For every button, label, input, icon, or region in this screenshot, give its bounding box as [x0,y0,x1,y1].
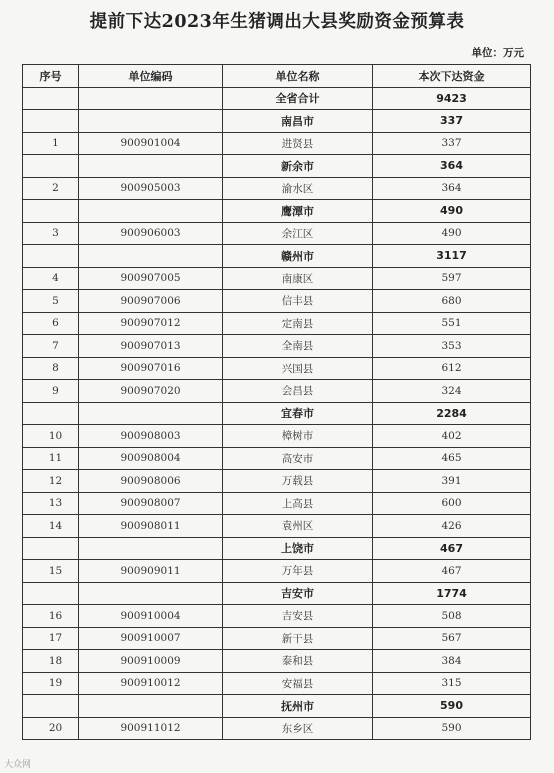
cell-amount: 315 [373,672,531,695]
cell-name: 全省合计 [223,87,373,110]
table-row [23,222,531,245]
cell-seq [23,695,79,718]
table-row [23,492,531,515]
column-header-amount: 本次下达资金 [373,65,531,88]
cell-amount: 590 [373,717,531,740]
table-row [23,447,531,470]
table-row [23,312,531,335]
cell-code: 900908004 [79,447,223,470]
cell-amount: 364 [373,155,531,178]
cell-name: 会昌县 [223,380,373,403]
cell-name: 宜春市 [223,402,373,425]
cell-code [79,537,223,560]
cell-amount: 467 [373,560,531,583]
table-row [23,290,531,313]
cell-name: 吉安县 [223,605,373,628]
table-header-row [23,65,531,88]
cell-seq: 12 [23,470,79,493]
subtotal-row [23,200,531,223]
cell-code [79,200,223,223]
column-header-code: 单位编码 [79,65,223,88]
cell-amount: 597 [373,267,531,290]
unit-label: 单位：万元 [471,47,524,59]
table-row [23,717,531,740]
cell-amount: 508 [373,605,531,628]
column-header-seq: 序号 [23,65,79,88]
cell-amount: 426 [373,515,531,538]
cell-name: 万年县 [223,560,373,583]
cell-name: 全南县 [223,335,373,358]
subtotal-row [23,537,531,560]
cell-amount: 353 [373,335,531,358]
cell-name: 万载县 [223,470,373,493]
cell-seq: 9 [23,380,79,403]
cell-code: 900909011 [79,560,223,583]
cell-seq: 6 [23,312,79,335]
cell-code: 900907012 [79,312,223,335]
cell-name: 余江区 [223,222,373,245]
cell-code: 900911012 [79,717,223,740]
cell-code [79,402,223,425]
cell-code: 900908007 [79,492,223,515]
cell-code: 900910004 [79,605,223,628]
subtotal-row [23,582,531,605]
cell-seq [23,155,79,178]
subtotal-row [23,155,531,178]
cell-seq: 19 [23,672,79,695]
subtotal-row [23,402,531,425]
cell-seq: 11 [23,447,79,470]
cell-code [79,110,223,133]
cell-seq [23,582,79,605]
table-row [23,672,531,695]
cell-amount: 612 [373,357,531,380]
table-row [23,267,531,290]
watermark-text: 大众网 [4,760,32,770]
cell-amount: 337 [373,110,531,133]
cell-amount: 402 [373,425,531,448]
cell-amount: 2284 [373,402,531,425]
table-row [23,425,531,448]
cell-amount: 600 [373,492,531,515]
subtotal-row [23,110,531,133]
cell-seq: 13 [23,492,79,515]
cell-seq: 7 [23,335,79,358]
cell-code: 900908011 [79,515,223,538]
cell-amount: 1774 [373,582,531,605]
cell-amount: 324 [373,380,531,403]
cell-seq: 8 [23,357,79,380]
table-row [23,132,531,155]
cell-name: 高安市 [223,447,373,470]
cell-amount: 364 [373,177,531,200]
cell-name: 新余市 [223,155,373,178]
cell-seq: 17 [23,627,79,650]
cell-seq: 5 [23,290,79,313]
subtotal-row [23,695,531,718]
cell-name: 兴国县 [223,357,373,380]
budget-table [22,64,531,740]
cell-amount: 391 [373,470,531,493]
cell-name: 吉安市 [223,582,373,605]
cell-code: 900901004 [79,132,223,155]
cell-seq: 18 [23,650,79,673]
cell-code [79,695,223,718]
document-title: 提前下达2023年生猪调出大县奖励资金预算表 [89,12,465,32]
cell-seq [23,537,79,560]
cell-seq [23,200,79,223]
cell-code: 900907016 [79,357,223,380]
table-row [23,560,531,583]
cell-name: 樟树市 [223,425,373,448]
table-row [23,357,531,380]
cell-amount: 490 [373,200,531,223]
cell-code: 900907005 [79,267,223,290]
cell-amount: 567 [373,627,531,650]
cell-amount: 337 [373,132,531,155]
cell-seq: 20 [23,717,79,740]
cell-code: 900907020 [79,380,223,403]
cell-name: 上高县 [223,492,373,515]
cell-name: 南昌市 [223,110,373,133]
cell-code: 900907006 [79,290,223,313]
cell-code: 900906003 [79,222,223,245]
cell-seq: 3 [23,222,79,245]
cell-name: 安福县 [223,672,373,695]
cell-seq: 15 [23,560,79,583]
cell-code: 900905003 [79,177,223,200]
cell-amount: 490 [373,222,531,245]
cell-name: 东乡区 [223,717,373,740]
table-row [23,380,531,403]
table-row [23,335,531,358]
cell-seq: 14 [23,515,79,538]
cell-amount: 467 [373,537,531,560]
table-row [23,627,531,650]
cell-amount: 465 [373,447,531,470]
table-row [23,650,531,673]
table-body [23,87,531,740]
cell-code: 900908006 [79,470,223,493]
cell-name: 渝水区 [223,177,373,200]
cell-amount: 384 [373,650,531,673]
cell-code: 900908003 [79,425,223,448]
cell-code [79,582,223,605]
table-row [23,470,531,493]
cell-name: 赣州市 [223,245,373,268]
cell-code [79,245,223,268]
cell-seq [23,110,79,133]
cell-seq [23,402,79,425]
cell-code: 900910007 [79,627,223,650]
column-header-name: 单位名称 [223,65,373,88]
cell-seq: 16 [23,605,79,628]
cell-name: 新干县 [223,627,373,650]
cell-seq: 4 [23,267,79,290]
total-row [23,87,531,110]
cell-name: 信丰县 [223,290,373,313]
cell-amount: 551 [373,312,531,335]
cell-name: 泰和县 [223,650,373,673]
cell-seq: 10 [23,425,79,448]
cell-seq: 1 [23,132,79,155]
cell-name: 鹰潭市 [223,200,373,223]
table-row [23,605,531,628]
cell-amount: 590 [373,695,531,718]
table-row [23,515,531,538]
cell-name: 抚州市 [223,695,373,718]
cell-amount: 3117 [373,245,531,268]
cell-seq [23,87,79,110]
cell-seq: 2 [23,177,79,200]
cell-code [79,87,223,110]
cell-name: 南康区 [223,267,373,290]
table-row [23,177,531,200]
cell-name: 袁州区 [223,515,373,538]
cell-amount: 680 [373,290,531,313]
subtotal-row [23,245,531,268]
cell-seq [23,245,79,268]
cell-code: 900910012 [79,672,223,695]
cell-name: 进贤县 [223,132,373,155]
cell-name: 定南县 [223,312,373,335]
cell-amount: 9423 [373,87,531,110]
cell-name: 上饶市 [223,537,373,560]
cell-code: 900910009 [79,650,223,673]
cell-code [79,155,223,178]
cell-code: 900907013 [79,335,223,358]
